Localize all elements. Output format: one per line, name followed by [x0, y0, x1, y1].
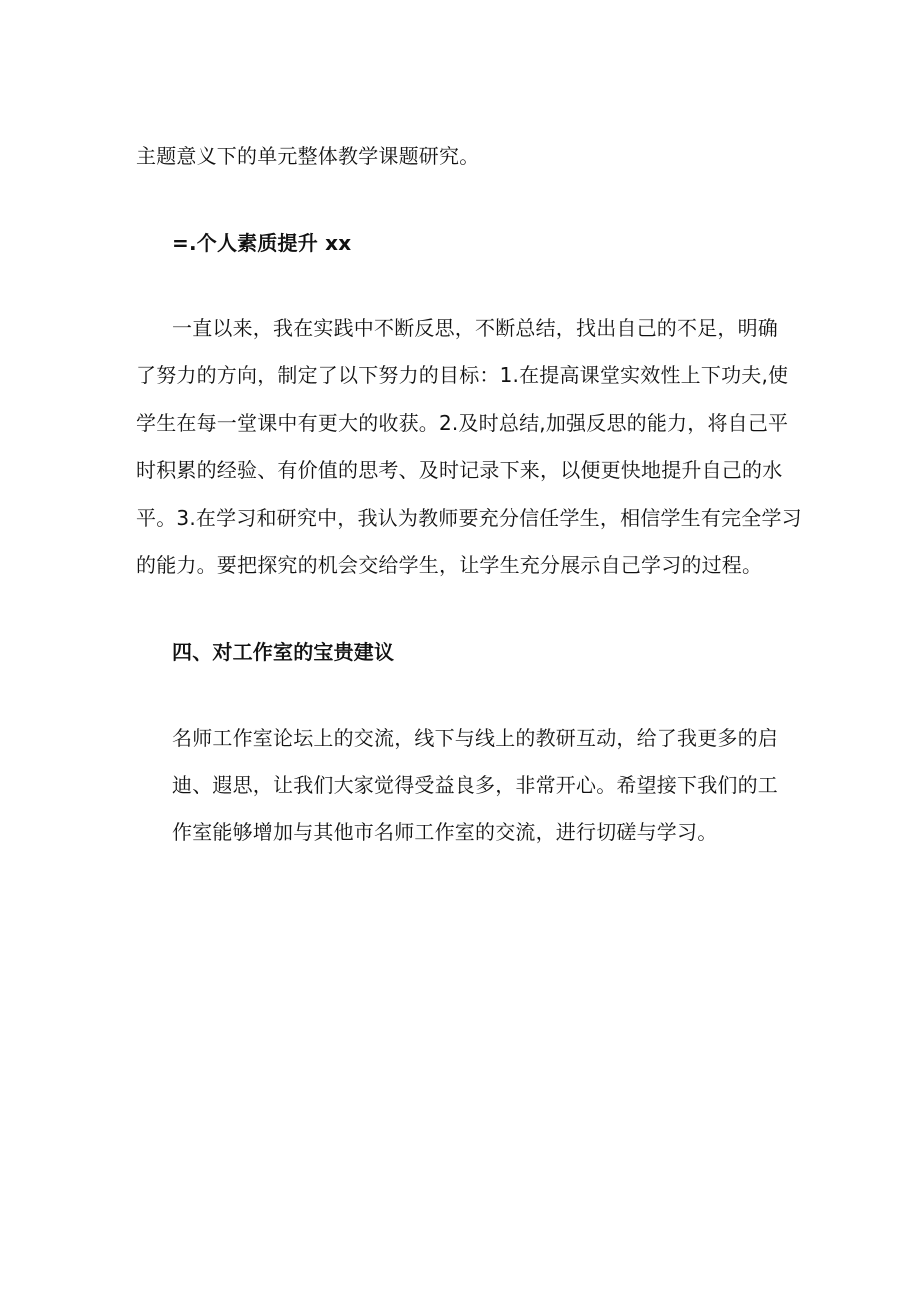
paragraph-line: 平。3.在学习和研究中，我认为教师要充分信任学生，相信学生有完全学习: [136, 506, 802, 530]
paragraph-line: 迪、遐思，让我们大家觉得受益良多，非常开心。希望接下我们的工: [172, 773, 778, 797]
paragraph-line: 作室能够增加与其他市名师工作室的交流，进行切磋与学习。: [172, 820, 718, 844]
paragraph-line: 时积累的经验、有价值的思考、及时记录下来，以便更快地提升自己的水: [136, 458, 783, 482]
section-heading-personal-quality: =.个人素质提升 xx: [172, 231, 352, 255]
paragraph-line: 一直以来，我在实践中不断反思，不断总结，找出自己的不足，明确: [172, 316, 778, 340]
paragraph-line: 的能力。要把探究的机会交给学生，让学生充分展示自己学习的过程。: [136, 553, 763, 577]
paragraph-line: 了努力的方向，制定了以下努力的目标：1.在提高课堂实效性上下功夫,使: [136, 363, 789, 387]
intro-line: 主题意义下的单元整体教学课题研究。: [136, 144, 480, 168]
section-heading-suggestions: 四、对工作室的宝贵建议: [172, 640, 395, 664]
paragraph-line: 学生在每一堂课中有更大的收获。2.及时总结,加强反思的能力，将自己平: [136, 411, 789, 435]
paragraph-line: 名师工作室论坛上的交流，线下与线上的教研互动，给了我更多的启: [172, 726, 778, 750]
